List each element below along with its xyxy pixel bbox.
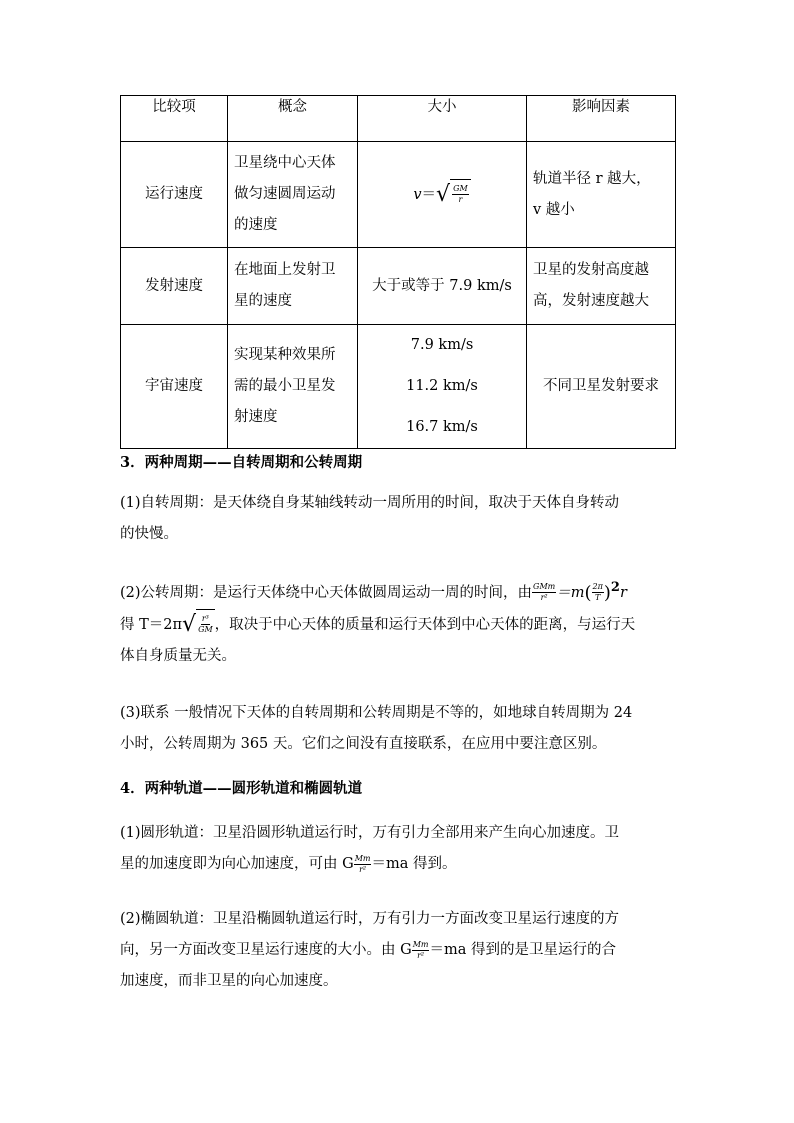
section4-p2	[120, 904, 676, 997]
table-header-row	[121, 96, 676, 142]
concept-line: 在地面上发射卫	[234, 262, 336, 278]
factor-line: 轨道半径 r 越大，	[533, 170, 651, 187]
header-concept: 概念	[228, 96, 358, 142]
factor-line: v 越小	[533, 201, 575, 218]
text-line: 的快慢。	[120, 526, 178, 542]
sqrt-symbol: √ $\frac{GM}{r}$	[436, 179, 471, 211]
header-item: 比较项	[121, 96, 228, 142]
fraction	[412, 940, 430, 961]
concept-line: 的速度	[234, 217, 278, 233]
speed-value: 7.9 km/s	[410, 337, 474, 353]
frac-num: GM	[453, 184, 468, 193]
text-line	[120, 609, 676, 641]
frac-den: r²	[359, 864, 367, 874]
frac-num: r³	[201, 614, 209, 624]
section3-p2	[120, 572, 676, 672]
frac-den: r²	[540, 593, 548, 603]
fraction	[592, 582, 604, 603]
frac-num: 2π	[592, 582, 603, 592]
row-factor: 不同卫星发射要求	[527, 325, 676, 449]
row-speeds	[358, 325, 527, 449]
text-span: ＝ma 得到。	[371, 856, 457, 872]
concept-line: 实现某种效果所	[234, 347, 336, 363]
speed-value: 11.2 km/s	[406, 378, 478, 394]
concept-line: 需的最小卫星发	[234, 378, 336, 394]
text-line: (2)公转周期：是运行天体绕中心天体做圆周运动一周的时间，由 $\frac{\text{GMm}}{\text{r²}}$ ＝m( $\frac{2\pi}{T}$ )$^2$r	[120, 580, 627, 604]
text-line	[120, 849, 676, 880]
text-span: 得 T＝2π	[120, 616, 183, 633]
text-line	[120, 935, 676, 966]
concept-line: 做匀速圆周运动	[234, 186, 336, 202]
table-row	[121, 325, 676, 449]
table-row	[121, 248, 676, 325]
section3-p3	[120, 698, 676, 760]
frac-den: GM	[198, 625, 213, 635]
text-line: 小时，公转周期为 365 天。它们之间没有直接联系，在应用中要注意区别。	[120, 736, 607, 752]
formula-v: v	[413, 186, 422, 203]
row-concept	[228, 325, 358, 449]
factor-line: 卫星的发射高度越	[533, 262, 649, 278]
row-size: 大于或等于 7.9 km/s	[358, 248, 527, 325]
text-span: ，取决于中心天体的质量和运行天体到中心天体的距离，与运行天	[214, 616, 636, 633]
row-concept	[228, 248, 358, 325]
concept-line: 星的速度	[234, 293, 292, 309]
header-factor: 影响因素	[527, 96, 676, 142]
row-item: 宇宙速度	[121, 325, 228, 449]
section4-p1	[120, 818, 676, 880]
text-span: ＝ma 得到的是卫星运行的合	[429, 942, 616, 958]
section4-title: 4．两种轨道——圆形轨道和椭圆轨道	[120, 780, 363, 797]
row-factor	[527, 142, 676, 248]
text-span: (2)公转周期：是运行天体绕中心天体做圆周运动一周的时间，由	[120, 584, 533, 601]
frac-num: GMm	[533, 582, 556, 592]
frac-den: T	[595, 593, 601, 603]
text-line: (1)自转周期：是天体绕自身某轴线转动一周所用的时间，取决于天体自身转动	[120, 495, 620, 511]
concept-line: 射速度	[234, 409, 278, 425]
text-line: (2)椭圆轨道：卫星沿椭圆轨道运行时，万有引力一方面改变卫星运行速度的方	[120, 911, 620, 927]
text-span: 星的加速度即为向心加速度，可由 G	[120, 856, 354, 872]
text-span: 向，另一方面改变卫星运行速度的大小。由 G	[120, 942, 412, 958]
formula-r: r	[619, 584, 627, 601]
sqrt-symbol: √ $\frac{\text{r³}}{GM}$	[182, 609, 215, 641]
formula-eq: ＝m	[556, 584, 585, 601]
row-size-formula	[358, 142, 527, 248]
section3-p1	[120, 488, 676, 550]
section3-title: 3．两种周期——自转周期和公转周期	[120, 454, 363, 471]
concept-line: 卫星绕中心天体	[234, 155, 336, 171]
text-line: 加速度，而非卫星的向心加速度。	[120, 973, 338, 989]
table-row	[121, 142, 676, 248]
row-concept	[228, 142, 358, 248]
frac-num: Mm	[412, 939, 429, 949]
text-line: (3)联系 一般情况下天体的自转周期和公转周期是不等的，如地球自转周期为 24	[120, 705, 633, 721]
text-line: 体自身质量无关。	[120, 647, 236, 664]
row-item: 发射速度	[121, 248, 228, 325]
frac-num: Mm	[354, 853, 371, 863]
frac-den: r²	[417, 950, 425, 960]
row-factor	[527, 248, 676, 325]
fraction	[354, 854, 372, 875]
text-line: (1)圆形轨道：卫星沿圆形轨道运行时，万有引力全部用来产生向心加速度。卫	[120, 825, 620, 841]
speed-value: 16.7 km/s	[406, 419, 478, 435]
row-item: 运行速度	[121, 142, 228, 248]
fraction	[532, 582, 556, 603]
formula-eq: ＝	[421, 186, 437, 203]
exponent: 2	[610, 580, 620, 595]
factor-line: 高，发射速度越大	[533, 293, 649, 309]
header-size: 大小	[358, 96, 527, 142]
comparison-table	[120, 95, 676, 449]
frac-den: r	[458, 195, 463, 204]
